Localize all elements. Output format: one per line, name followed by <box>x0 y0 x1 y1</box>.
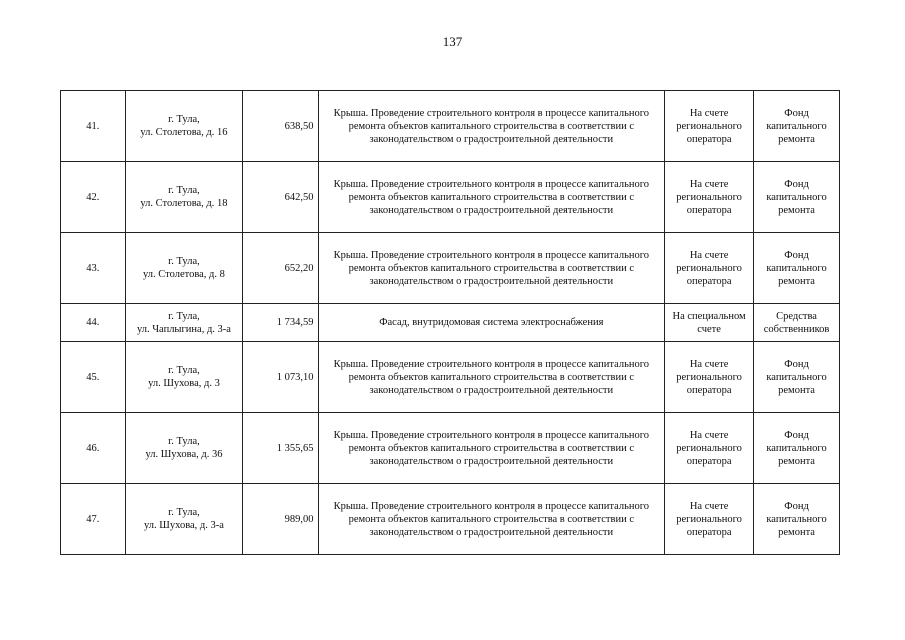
row-number: 42. <box>61 162 126 233</box>
row-area: 642,50 <box>243 162 318 233</box>
row-work-type: Крыша. Проведение строительного контроля в процессе капитального ремонта объектов капитального строительства в соответствии с законодательством о градостроительной деятельности <box>318 162 665 233</box>
address-street: ул. Столетова, д. 16 <box>140 127 228 138</box>
address-street: ул. Столетова, д. 8 <box>143 269 225 280</box>
row-fund-source: Фонд капитального ремонта <box>754 162 840 233</box>
address-city: г. Тула, <box>168 310 200 322</box>
row-area: 989,00 <box>243 484 318 555</box>
row-account: На счете регионального оператора <box>665 484 754 555</box>
row-fund-source: Фонд капитального ремонта <box>754 233 840 304</box>
row-work-type: Крыша. Проведение строительного контроля в процессе капитального ремонта объектов капитального строительства в соответствии с законодательством о градостроительной деятельности <box>318 413 665 484</box>
row-address <box>125 342 243 413</box>
address-city: г. Тула, <box>168 365 200 376</box>
row-number: 43. <box>61 233 126 304</box>
address-street: ул. Шухова, д. 3 <box>148 378 220 389</box>
row-account: На счете регионального оператора <box>665 162 754 233</box>
row-number: 46. <box>61 413 126 484</box>
row-work-type: Крыша. Проведение строительного контроля в процессе капитального ремонта объектов капитального строительства в соответствии с законодательством о градостроительной деятельности <box>318 342 665 413</box>
table-row <box>61 233 840 304</box>
row-account: На специальном счете <box>665 304 754 342</box>
row-number: 41. <box>61 91 126 162</box>
address-street: ул. Шухова, д. 3-а <box>143 520 224 531</box>
row-address <box>125 484 243 555</box>
address-city: г. Тула, <box>168 114 200 125</box>
row-fund-source: Фонд капитального ремонта <box>754 413 840 484</box>
row-number: 47. <box>61 484 126 555</box>
row-area: 1 073,10 <box>243 342 318 413</box>
address-city: г. Тула, <box>168 436 200 447</box>
row-work-type: Крыша. Проведение строительного контроля в процессе капитального ремонта объектов капитального строительства в соответствии с законодательством о градостроительной деятельности <box>318 484 665 555</box>
address-street: ул. Чаплыгина, д. 3-а <box>136 323 231 335</box>
row-number: 45. <box>61 342 126 413</box>
row-account: На счете регионального оператора <box>665 233 754 304</box>
row-address <box>125 304 243 342</box>
row-address <box>125 162 243 233</box>
row-area: 652,20 <box>243 233 318 304</box>
row-fund-source: Фонд капитального ремонта <box>754 342 840 413</box>
row-account: На счете регионального оператора <box>665 413 754 484</box>
address-city: г. Тула, <box>168 507 200 518</box>
page-number: 137 <box>442 34 463 49</box>
row-fund-source: Фонд капитального ремонта <box>754 484 840 555</box>
row-area: 1 355,65 <box>243 413 318 484</box>
table-row <box>61 484 840 555</box>
address-city: г. Тула, <box>168 256 200 267</box>
repair-registry-table <box>60 90 840 555</box>
row-account: На счете регионального оператора <box>665 91 754 162</box>
row-fund-source: Средства собственников <box>754 304 840 342</box>
row-fund-source: Фонд капитального ремонта <box>754 91 840 162</box>
row-number: 44. <box>61 304 126 342</box>
row-address <box>125 233 243 304</box>
row-area: 1 734,59 <box>243 304 318 342</box>
address-street: ул. Столетова, д. 18 <box>140 198 228 209</box>
address-street: ул. Шухова, д. 36 <box>145 449 223 460</box>
table-row <box>61 162 840 233</box>
row-address <box>125 413 243 484</box>
row-work-type: Фасад, внутридомовая система электроснабжения <box>318 304 665 342</box>
row-work-type: Крыша. Проведение строительного контроля в процессе капитального ремонта объектов капитального строительства в соответствии с законодательством о градостроительной деятельности <box>318 233 665 304</box>
address-city: г. Тула, <box>168 185 200 196</box>
row-address <box>125 91 243 162</box>
row-area: 638,50 <box>243 91 318 162</box>
table-row <box>61 413 840 484</box>
table-row <box>61 304 840 342</box>
row-work-type: Крыша. Проведение строительного контроля в процессе капитального ремонта объектов капитального строительства в соответствии с законодательством о градостроительной деятельности <box>318 91 665 162</box>
row-account: На счете регионального оператора <box>665 342 754 413</box>
table-row <box>61 91 840 162</box>
table-row <box>61 342 840 413</box>
